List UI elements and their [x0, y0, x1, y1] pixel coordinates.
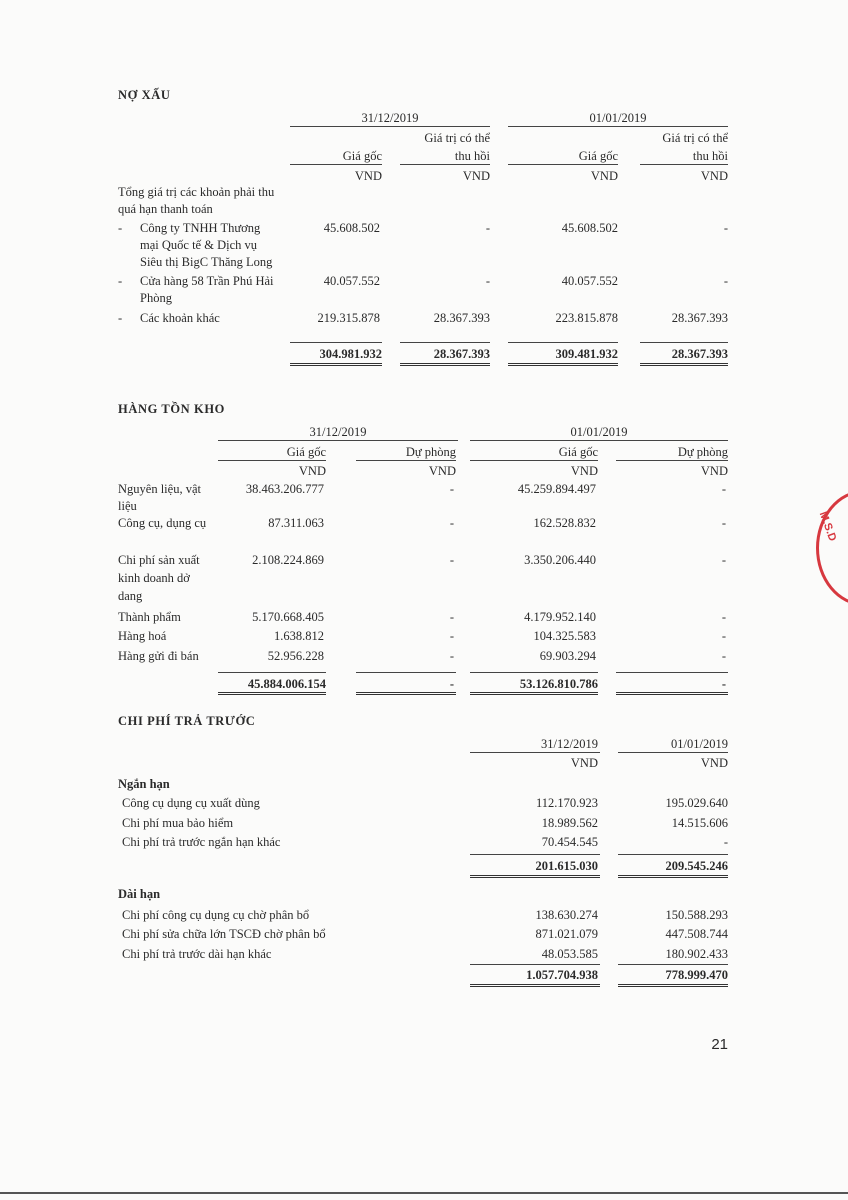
htk-total-rule-1 [218, 672, 326, 673]
cptt-unit-1: VND [570, 756, 598, 770]
no-xau-intro-line2: quá hạn thanh toán [118, 202, 213, 216]
htk-double-rule-2 [356, 692, 456, 695]
htk-row4-c1: 5.170.668.405 [252, 610, 324, 624]
htk-period-1: 31/12/2019 [309, 425, 367, 439]
no-xau-unit-4: VND [700, 169, 728, 183]
cptt-short-term-heading: Ngắn hạn [118, 777, 170, 791]
no-xau-row-dash: - [118, 221, 123, 235]
htk-row1-c2: - [449, 482, 454, 496]
htk-total-rule-3 [470, 672, 598, 673]
cptt-lt-total-rule-1 [470, 964, 600, 965]
htk-row3-c1: 2.108.224.869 [252, 553, 324, 567]
no-xau-row-dash: - [118, 274, 123, 288]
htk-period-2: 01/01/2019 [570, 425, 628, 439]
cptt-lt-row1-label: Chi phí công cụ dụng cụ chờ phân bổ [122, 908, 310, 922]
cptt-lt-row2-label: Chi phí sửa chữa lớn TSCĐ chờ phân bổ [122, 927, 326, 941]
htk-row3-c2: - [449, 553, 454, 567]
no-xau-period-2: 01/01/2019 [589, 111, 647, 125]
htk-unit-2: VND [428, 464, 456, 478]
htk-row2-label-1: Công cụ, dụng cụ [118, 516, 207, 530]
htk-double-rule-1 [218, 692, 326, 695]
htk-col2-header-rule [356, 460, 456, 461]
cptt-lt-total-c1: 1.057.704.938 [526, 968, 598, 982]
no-xau-row1-label-3: Siêu thị BigC Thăng Long [140, 255, 273, 269]
htk-col1-header: Giá gốc [286, 445, 326, 459]
no-xau-row1-c2: - [485, 221, 490, 235]
no-xau-period-1-rule [290, 126, 490, 127]
htk-unit-4: VND [700, 464, 728, 478]
htk-row3-label-2: kinh doanh dở [118, 571, 190, 585]
no-xau-unit-1: VND [354, 169, 382, 183]
htk-row1-c4: - [721, 482, 726, 496]
htk-row1-c1: 38.463.206.777 [245, 482, 324, 496]
htk-total-rule-4 [616, 672, 728, 673]
no-xau-row3-c4: 28.367.393 [671, 311, 728, 325]
htk-total-c2: - [449, 677, 454, 691]
no-xau-total-c2: 28.367.393 [433, 347, 490, 361]
htk-row1-c3: 45.259.894.497 [517, 482, 596, 496]
cptt-lt-row3-label: Chi phí trả trước dài hạn khác [122, 947, 272, 961]
htk-row2-c3: 162.528.832 [533, 516, 596, 530]
page-number: 21 [711, 1036, 728, 1053]
htk-total-c3: 53.126.810.786 [519, 677, 598, 691]
htk-row4-c2: - [449, 610, 454, 624]
no-xau-unit-3: VND [590, 169, 618, 183]
no-xau-row2-c3: 40.057.552 [561, 274, 618, 288]
cptt-period-2: 01/01/2019 [671, 737, 728, 751]
htk-row2-c1: 87.311.063 [268, 516, 324, 530]
htk-col4-header: Dự phòng [677, 445, 728, 459]
no-xau-row3-c2: 28.367.393 [433, 311, 490, 325]
htk-row1-label-2: liệu [118, 499, 137, 513]
htk-unit-1: VND [298, 464, 326, 478]
cptt-st-row1-c1: 112.170.923 [535, 796, 598, 810]
cptt-lt-row2-c1: 871.021.079 [535, 927, 598, 941]
htk-period-2-rule [470, 440, 728, 441]
htk-row2-c2: - [449, 516, 454, 530]
cptt-st-total-c1: 201.615.030 [535, 859, 598, 873]
cptt-lt-row3-c1: 48.053.585 [541, 947, 598, 961]
cptt-lt-double-rule-1 [470, 984, 600, 987]
no-xau-row3-c3: 223.815.878 [555, 311, 618, 325]
htk-row6-c1: 52.956.228 [267, 649, 324, 663]
cptt-st-row2-label: Chi phí mua bảo hiểm [122, 816, 234, 830]
no-xau-row2-label-1: Cửa hàng 58 Trần Phú Hải [140, 274, 274, 288]
htk-row3-label-1: Chi phí sản xuất [118, 553, 200, 567]
cptt-st-double-rule-1 [470, 875, 600, 878]
cptt-st-total-rule-1 [470, 854, 600, 855]
htk-row3-label-3: dang [118, 589, 143, 603]
htk-col4-header-rule [616, 460, 728, 461]
no-xau-col4-header-line2: thu hồi [692, 149, 728, 163]
htk-col2-header: Dự phòng [405, 445, 456, 459]
htk-row4-c3: 4.179.952.140 [524, 610, 596, 624]
cptt-period-2-rule [618, 752, 728, 753]
cptt-st-row1-label: Công cụ dụng cụ xuất dùng [122, 796, 260, 810]
no-xau-row3-label-1: Các khoản khác [140, 311, 220, 325]
no-xau-col1-header-rule [290, 164, 382, 165]
htk-row1-label-1: Nguyên liệu, vật [118, 482, 201, 496]
no-xau-col4-header-rule [640, 164, 728, 165]
htk-total-c4: - [721, 677, 726, 691]
cptt-st-double-rule-2 [618, 875, 728, 878]
page-bottom-edge [0, 1192, 848, 1194]
no-xau-col2-header-line2: thu hồi [454, 149, 490, 163]
no-xau-total-rule-3 [508, 342, 618, 343]
htk-row4-label-1: Thành phẩm [118, 610, 181, 624]
htk-total-c1: 45.884.006.154 [247, 677, 326, 691]
cptt-period-1: 31/12/2019 [541, 737, 598, 751]
no-xau-col1-header: Giá gốc [342, 149, 382, 163]
htk-row6-c2: - [449, 649, 454, 663]
htk-period-1-rule [218, 440, 458, 441]
htk-row5-c2: - [449, 629, 454, 643]
htk-row6-c3: 69.903.294 [539, 649, 596, 663]
cptt-st-row1-c2: 195.029.640 [665, 796, 728, 810]
htk-row3-c4: - [721, 553, 726, 567]
no-xau-period-1: 31/12/2019 [361, 111, 419, 125]
no-xau-row-dash: - [118, 311, 123, 325]
cptt-st-total-rule-2 [618, 854, 728, 855]
htk-col1-header-rule [218, 460, 326, 461]
htk-double-rule-3 [470, 692, 598, 695]
cptt-unit-2: VND [700, 756, 728, 770]
section-title-no-xau: NỢ XẤU [118, 88, 171, 102]
no-xau-row1-c1: 45.608.502 [323, 221, 380, 235]
htk-col3-header: Giá gốc [558, 445, 598, 459]
cptt-st-row3-c1: 70.454.545 [541, 835, 598, 849]
cptt-st-total-c2: 209.545.246 [665, 859, 728, 873]
htk-col3-header-rule [470, 460, 598, 461]
cptt-period-1-rule [470, 752, 600, 753]
no-xau-double-rule-3 [508, 363, 618, 366]
htk-row3-c3: 3.350.206.440 [524, 553, 596, 567]
no-xau-total-c1: 304.981.932 [319, 347, 382, 361]
htk-row4-c4: - [721, 610, 726, 624]
htk-total-rule-2 [356, 672, 456, 673]
no-xau-row2-label-2: Phòng [140, 291, 172, 305]
no-xau-total-rule-4 [640, 342, 728, 343]
no-xau-total-rule-2 [400, 342, 490, 343]
cptt-lt-row3-c2: 180.902.433 [665, 947, 728, 961]
cptt-lt-row1-c1: 138.630.274 [535, 908, 598, 922]
no-xau-period-2-rule [508, 126, 728, 127]
htk-row5-label-1: Hàng hoá [118, 629, 167, 643]
no-xau-total-c3: 309.481.932 [555, 347, 618, 361]
cptt-lt-total-rule-2 [618, 964, 728, 965]
no-xau-col3-header-rule [508, 164, 618, 165]
section-title-hang-ton-kho: HÀNG TỒN KHO [118, 402, 225, 416]
htk-row2-c4: - [721, 516, 726, 530]
htk-row6-label-1: Hàng gửi đi bán [118, 649, 199, 663]
no-xau-row2-c2: - [485, 274, 490, 288]
htk-row6-c4: - [721, 649, 726, 663]
no-xau-row2-c1: 40.057.552 [323, 274, 380, 288]
no-xau-row1-label-1: Công ty TNHH Thương [140, 221, 261, 235]
no-xau-row1-c4: - [723, 221, 728, 235]
no-xau-double-rule-4 [640, 363, 728, 366]
htk-unit-3: VND [570, 464, 598, 478]
cptt-lt-total-c2: 778.999.470 [665, 968, 728, 982]
company-stamp [816, 490, 848, 606]
cptt-lt-row1-c2: 150.588.293 [665, 908, 728, 922]
cptt-lt-double-rule-2 [618, 984, 728, 987]
cptt-long-term-heading: Dài hạn [118, 887, 161, 901]
htk-double-rule-4 [616, 692, 728, 695]
no-xau-col4-header-line1: Giá trị có thể [662, 131, 728, 145]
no-xau-double-rule-2 [400, 363, 490, 366]
no-xau-col2-header-line1: Giá trị có thể [424, 131, 490, 145]
no-xau-double-rule-1 [290, 363, 382, 366]
no-xau-intro-line1: Tổng giá trị các khoản phải thu [118, 185, 275, 199]
no-xau-row1-label-2: mại Quốc tế & Dịch vụ [140, 238, 257, 252]
no-xau-row2-c4: - [723, 274, 728, 288]
no-xau-row3-c1: 219.315.878 [317, 311, 380, 325]
company-stamp-text: M.S.D [816, 510, 839, 543]
no-xau-col2-header-rule [400, 164, 490, 165]
cptt-lt-row2-c2: 447.508.744 [665, 927, 728, 941]
cptt-st-row2-c2: 14.515.606 [671, 816, 728, 830]
no-xau-row1-c3: 45.608.502 [561, 221, 618, 235]
no-xau-total-c4: 28.367.393 [671, 347, 728, 361]
htk-row5-c4: - [721, 629, 726, 643]
section-title-chi-phi-tra-truoc: CHI PHÍ TRẢ TRƯỚC [118, 714, 256, 728]
htk-row5-c3: 104.325.583 [533, 629, 596, 643]
cptt-st-row3-label: Chi phí trả trước ngắn hạn khác [122, 835, 281, 849]
cptt-st-row3-c2: - [723, 835, 728, 849]
no-xau-col3-header: Giá gốc [578, 149, 618, 163]
htk-row5-c1: 1.638.812 [274, 629, 324, 643]
no-xau-total-rule-1 [290, 342, 382, 343]
no-xau-unit-2: VND [462, 169, 490, 183]
cptt-st-row2-c1: 18.989.562 [541, 816, 598, 830]
